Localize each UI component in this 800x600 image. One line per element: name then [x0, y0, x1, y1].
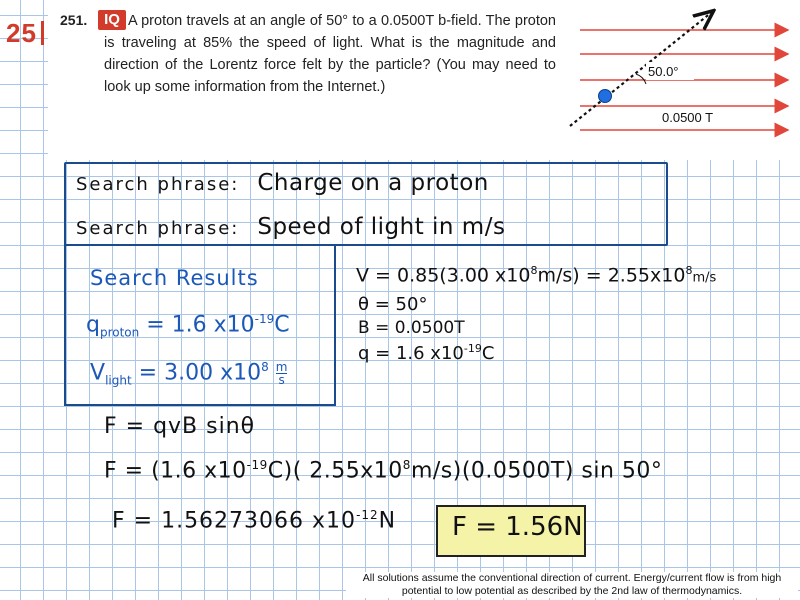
given-charge-unit: C	[481, 343, 495, 364]
substitution-exponent-a: -19	[246, 458, 268, 472]
charge-unit: C	[274, 312, 290, 338]
speed-unit-denominator: s	[278, 372, 285, 387]
speed-subscript: light	[105, 373, 132, 388]
given-velocity-unit: m/s	[692, 270, 717, 286]
search-results-title: Search Results	[90, 266, 259, 290]
page-number-text: 25	[6, 18, 37, 48]
magnetic-field-diagram	[560, 0, 800, 150]
substitution-part-c: m/s)(0.0500T) sin 50°	[410, 458, 663, 484]
given-charge-lead: q = 1.6 x10	[358, 343, 464, 364]
page-number	[6, 18, 44, 49]
given-angle: θ = 50°	[358, 294, 428, 315]
unrounded-result-unit: N	[378, 508, 397, 534]
speed-of-light-result	[90, 360, 287, 388]
speed-symbol: V	[90, 360, 106, 386]
angle-label: 50.0°	[648, 64, 679, 79]
given-field: B = 0.0500T	[358, 318, 465, 338]
given-charge-exponent: -19	[463, 342, 482, 355]
speed-unit-numerator: m	[275, 359, 288, 374]
given-velocity-mid: m/s) = 2.55x10	[537, 264, 686, 287]
search-phrase-1	[76, 170, 489, 196]
substitution-part-a: F = (1.6 x10	[104, 458, 247, 484]
given-velocity	[356, 264, 716, 286]
angle-arc	[636, 74, 646, 84]
charge-value: = 1.6 x10	[146, 312, 255, 338]
speed-value: = 3.00 x10	[138, 360, 262, 386]
search-phrase-2	[76, 214, 505, 240]
unrounded-result-value: F = 1.56273066 x10	[112, 508, 357, 534]
charge-subscript: proton	[99, 325, 140, 340]
page-number-divider	[41, 21, 44, 45]
search-phrase-text: Charge on a proton	[257, 170, 489, 196]
speed-exponent: 8	[261, 360, 269, 374]
search-phrase-label: Search phrase:	[76, 174, 240, 195]
charge-symbol: q	[86, 312, 100, 338]
proton-dot	[599, 90, 612, 103]
speed-unit	[276, 361, 288, 386]
field-label: 0.0500 T	[662, 110, 714, 125]
charge-exponent: -19	[254, 312, 275, 326]
lorentz-formula: F = qvB sinθ	[104, 414, 256, 439]
given-velocity-exponent: 8	[530, 264, 538, 277]
footer-note: All solutions assume the conventional direction of current. Energy/current flow is from high potential to low potential as described by the 2nd law of thermodynamics.	[346, 572, 798, 598]
problem-text: A proton travels at an angle of 50° to a 0.0500T b-field. The proton is traveling at 85% the speed of light. What is the magnitude and direction of the Lorentz force felt by the particle? (You may need to look up some information from the Internet.)	[104, 13, 556, 95]
given-velocity-exponent-2: 8	[685, 264, 693, 277]
final-answer: F = 1.56N	[452, 512, 583, 542]
substitution-line	[104, 458, 662, 483]
iq-badge: IQ	[98, 10, 126, 30]
substitution-exponent-b: 8	[402, 458, 411, 472]
given-velocity-lead: V = 0.85(3.00 x10	[356, 264, 531, 287]
given-charge	[358, 342, 494, 364]
substitution-part-b: C)( 2.55x10	[267, 458, 403, 484]
charge-result	[86, 312, 290, 340]
problem-number: 251.	[60, 12, 88, 28]
unrounded-result-exponent: -12	[356, 508, 379, 522]
search-phrase-label: Search phrase:	[76, 218, 240, 239]
search-phrase-text: Speed of light in m/s	[257, 214, 506, 240]
unrounded-result	[112, 508, 396, 533]
